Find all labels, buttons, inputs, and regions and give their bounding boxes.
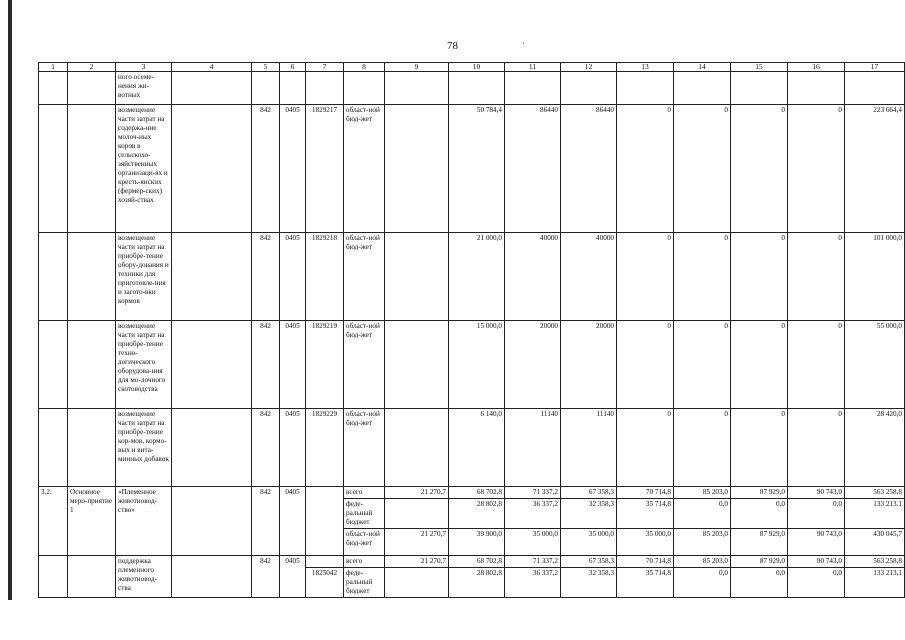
col-header: 5 <box>252 63 280 72</box>
value-cell: 0 <box>731 104 788 232</box>
value-cell: 28 802,8 <box>449 498 505 528</box>
value-cell: 71 337,2 <box>505 486 561 498</box>
col-header: 14 <box>674 63 731 72</box>
value-cell: 86440 <box>505 104 561 232</box>
value-cell: 71 337,2 <box>505 555 561 567</box>
value-cell: 35 000,0 <box>505 528 561 555</box>
column-number-row <box>39 63 905 72</box>
section-code: 0405 <box>280 232 306 320</box>
value-cell: 36 337,2 <box>505 567 561 597</box>
value-cell <box>385 498 449 528</box>
total-cell: 563 258,8 <box>845 486 905 498</box>
source-text: всего <box>344 555 385 567</box>
source-text: област-ной бюд-жет <box>344 104 385 232</box>
value-cell: 86440 <box>561 104 617 232</box>
total-cell: 133 213,1 <box>845 567 905 597</box>
value-cell: 15 000,0 <box>449 320 505 408</box>
measure-text: поддержка племенного животновод-ства <box>116 555 172 597</box>
value-cell: 20000 <box>505 320 561 408</box>
col-header: 15 <box>731 63 788 72</box>
value-cell: 35 000,0 <box>617 528 674 555</box>
value-cell: 6 140,0 <box>449 408 505 486</box>
value-cell: 32 358,3 <box>561 567 617 597</box>
source-text: всего <box>344 486 385 498</box>
value-cell: 0 <box>617 408 674 486</box>
value-cell: 87 929,0 <box>731 486 788 498</box>
value-cell: 35 714,8 <box>617 567 674 597</box>
value-cell: 85 203,0 <box>674 528 731 555</box>
admin-code: 842 <box>252 232 280 320</box>
col-header: 11 <box>505 63 561 72</box>
source-text: област-ной бюд-жет <box>344 528 385 555</box>
section-code: 0405 <box>280 486 306 555</box>
value-cell <box>385 232 449 320</box>
value-cell: 90 743,0 <box>788 555 845 567</box>
value-cell: 35 000,0 <box>561 528 617 555</box>
source-text: феде-ральный бюджет <box>344 567 385 597</box>
value-cell: 0,0 <box>674 567 731 597</box>
value-cell: 21 270,7 <box>385 528 449 555</box>
value-cell: 67 358,3 <box>561 486 617 498</box>
measure-text: возмещение части затрат на приобре-тение кор-мов, кормо-вых и вита-минных добавок <box>116 408 172 486</box>
total-cell: 430 045,7 <box>845 528 905 555</box>
section-code: 0405 <box>280 320 306 408</box>
value-cell: 40000 <box>505 232 561 320</box>
value-cell: 0,0 <box>788 567 845 597</box>
col-header: 2 <box>68 63 116 72</box>
value-cell: 87 929,0 <box>731 555 788 567</box>
source-text: област-ной бюд-жет <box>344 320 385 408</box>
admin-code: 842 <box>252 408 280 486</box>
col-header: 6 <box>280 63 306 72</box>
value-cell: 21 270,7 <box>385 555 449 567</box>
total-cell: 55 000,0 <box>845 320 905 408</box>
section-code: 0405 <box>280 104 306 232</box>
value-cell: 20000 <box>561 320 617 408</box>
value-cell: 68 702,8 <box>449 486 505 498</box>
col-header: 4 <box>172 63 252 72</box>
value-cell: 11140 <box>505 408 561 486</box>
admin-code: 842 <box>252 320 280 408</box>
value-cell: 0 <box>788 320 845 408</box>
col-header: 16 <box>788 63 845 72</box>
value-cell: 90 743,0 <box>788 528 845 555</box>
table-row <box>39 320 905 408</box>
table-row <box>39 555 905 567</box>
value-cell: 0 <box>617 104 674 232</box>
col-header: 17 <box>845 63 905 72</box>
total-cell: 223 664,4 <box>845 104 905 232</box>
value-cell: 0 <box>617 232 674 320</box>
value-cell: 0 <box>674 104 731 232</box>
target-code: 1829219 <box>306 320 344 408</box>
value-cell: 0 <box>731 232 788 320</box>
value-cell: 39 900,0 <box>449 528 505 555</box>
value-cell: 0 <box>617 320 674 408</box>
table-row <box>39 232 905 320</box>
target-code: 1829218 <box>306 232 344 320</box>
total-cell: 28 420,0 <box>845 408 905 486</box>
value-cell: 21 000,0 <box>449 232 505 320</box>
value-cell: 0 <box>788 232 845 320</box>
scan-speck: · <box>522 38 525 48</box>
value-cell: 87 929,0 <box>731 528 788 555</box>
value-cell: 67 358,3 <box>561 555 617 567</box>
col-header: 12 <box>561 63 617 72</box>
table-row <box>39 408 905 486</box>
admin-code: 842 <box>252 104 280 232</box>
col-header: 8 <box>344 63 385 72</box>
page-number: 78 <box>447 40 458 52</box>
value-cell: 0 <box>788 408 845 486</box>
value-cell: 0,0 <box>674 498 731 528</box>
value-cell: 68 702,8 <box>449 555 505 567</box>
measure-text: ного осеме-нения жи-вотных <box>116 71 172 104</box>
section-code: 0405 <box>280 408 306 486</box>
value-cell: 36 337,2 <box>505 498 561 528</box>
admin-code: 842 <box>252 555 280 597</box>
source-text: област-ной бюд-жет <box>344 408 385 486</box>
col-header: 7 <box>306 63 344 72</box>
source-text: феде-ральный бюджет <box>344 498 385 528</box>
col-header: 9 <box>385 63 449 72</box>
source-text: област-ной бюд-жет <box>344 232 385 320</box>
value-cell: 70 714,8 <box>617 555 674 567</box>
target-code: 1829229 <box>306 408 344 486</box>
table-row <box>39 71 905 104</box>
section-code: 0405 <box>280 555 306 597</box>
value-cell: 11140 <box>561 408 617 486</box>
value-cell: 85 203,0 <box>674 555 731 567</box>
value-cell <box>385 567 449 597</box>
col-header: 10 <box>449 63 505 72</box>
measure-text: возмещение части затрат на приобре-тение техно-логического оборудова-ния для мо-лочного скотоводства <box>116 320 172 408</box>
value-cell: 35 714,8 <box>617 498 674 528</box>
measure-type: Основное меро-приятие 1 <box>68 486 116 555</box>
value-cell: 0 <box>788 104 845 232</box>
value-cell <box>385 104 449 232</box>
value-cell <box>385 408 449 486</box>
measure-text: возмещение части затрат на приобре-тение обору-дования и техники для приготовле-ния и загото-вки кормов <box>116 232 172 320</box>
value-cell: 0 <box>674 232 731 320</box>
measure-text: «Племенное животновод-ство» <box>116 486 172 555</box>
total-cell: 101 000,0 <box>845 232 905 320</box>
admin-code: 842 <box>252 486 280 555</box>
col-header: 3 <box>116 63 172 72</box>
value-cell <box>385 320 449 408</box>
value-cell: 0,0 <box>788 498 845 528</box>
col-header: 13 <box>617 63 674 72</box>
value-cell: 40000 <box>561 232 617 320</box>
value-cell: 70 714,8 <box>617 486 674 498</box>
target-code: 1829217 <box>306 104 344 232</box>
value-cell: 85 203,0 <box>674 486 731 498</box>
target-code: 1825042 <box>306 567 344 597</box>
scan-edge-bar <box>8 0 12 600</box>
value-cell: 32 358,3 <box>561 498 617 528</box>
budget-table <box>38 62 905 598</box>
value-cell: 21 270,7 <box>385 486 449 498</box>
value-cell: 0 <box>674 320 731 408</box>
table-row <box>39 104 905 232</box>
value-cell: 28 802,8 <box>449 567 505 597</box>
value-cell: 50 784,4 <box>449 104 505 232</box>
measure-text: возмещение части затрат на содержа-ние молоч-ных коров в сельскохо-зяйственных организаци-ях и кресть-янских (фермер-ских) хозяй-ствах <box>116 104 172 232</box>
total-cell: 133 213,1 <box>845 498 905 528</box>
value-cell: 0,0 <box>731 567 788 597</box>
table-row <box>39 486 905 498</box>
value-cell: 0 <box>674 408 731 486</box>
total-cell: 563 258,8 <box>845 555 905 567</box>
value-cell: 0,0 <box>731 498 788 528</box>
value-cell: 0 <box>731 408 788 486</box>
col-header: 1 <box>39 63 68 72</box>
item-number: 3.2. <box>39 486 68 555</box>
value-cell: 90 743,0 <box>788 486 845 498</box>
value-cell: 0 <box>731 320 788 408</box>
